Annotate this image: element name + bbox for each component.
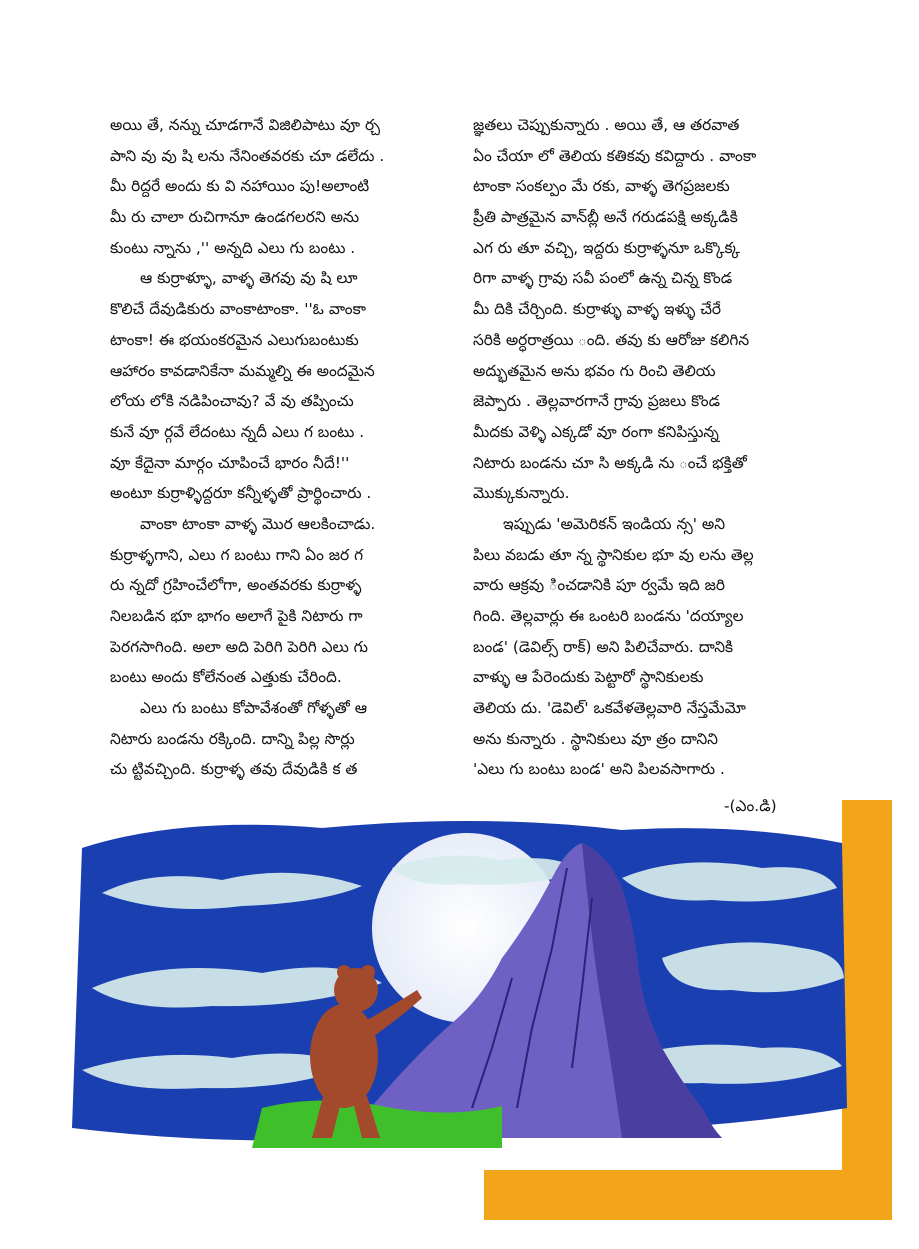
text-line: కొలిచే దేవుడికురు వాంకాటాంకా. ''ఓ వాంకా (110, 300, 366, 319)
text-line: ఎగ రు తూ వచ్చి, ఇద్దరు కుర్రాళ్ళనూ ఒక్కొక్క (473, 238, 740, 257)
text-line: ఎలు గు బంటు కోపావేశంతో గోళ్ళతో ఆ (140, 699, 368, 718)
text-line: మీ దికి చేర్చింది. కుర్రాళ్ళు వాళ్ళ ఇళ్ళు చేరే (473, 300, 722, 319)
text-line: మీ రు చాలా రుచిగానూ ఉండగలరని అను (110, 208, 360, 227)
text-line: వారు ఆక్రవు ించడానికి పూ ర్వమే ఇది జరి (473, 576, 725, 595)
text-line: నిటారు బండను చూ సి అక్కడి ను ంచే భక్తితో (473, 453, 747, 472)
text-line: నిలబడిన భూ భాగం అలాగే పైకి నిటారు గా (110, 607, 363, 625)
text-line: 'ఎలు గు బంటు బండ' అని పిలవసాగారు . (473, 760, 725, 779)
text-line: కునే వూ ర్గవే లేదంటు న్నదీ ఎలు గ బంటు . (110, 422, 365, 441)
text-line: మీ రిద్దరే అందు కు వి నహాయిం పు!అలాంటి (110, 177, 370, 196)
text-line: పిలు వబడు తూ న్న స్థానికుల భూ వు లను తెల్ల (473, 545, 754, 564)
text-line: బండ' (డెవిల్స్ రాక్) అని పిలిచేవారు. దానికి (473, 637, 734, 656)
accent-bar-horizontal (484, 1170, 892, 1220)
left-column (110, 110, 452, 785)
text-line: పాని వు వు షి లను నేనింతవరకు చూ డలేదు . (110, 146, 385, 165)
text-line: రిగా వాళ్ళ గ్రావు సవీ పంలో ఉన్న చిన్న కొండ (473, 269, 733, 288)
text-line: టాంకా! ఈ భయంకరమైన ఎలుగుబంటుకు (110, 330, 359, 349)
right-column (473, 110, 815, 785)
text-line: అంటూ కుర్రాళ్ళిద్దరూ కన్నీళ్ళతో ప్రార్థించారు . (110, 484, 372, 503)
text-line: వూ కేదైనా మార్గం చూపించే భారం నీదే!'' (110, 453, 350, 472)
text-line: మొక్కుకున్నారు. (473, 484, 570, 503)
illustration (62, 808, 852, 1170)
text-line: జ్ఞతలు చెప్పుకున్నారు . అయి తే, ఆ తరవాత (473, 116, 740, 134)
text-line: పెరగసాగింది. అలా అది పెరిగి పెరిగి ఎలు గు (110, 637, 368, 656)
text-line: వాళ్ళు ఆ పేరెందుకు పెట్టారో స్థానికులకు (473, 668, 704, 687)
text-line: లోయ లోకి నడిపించావు? వే వు తప్పించు (110, 392, 354, 411)
text-line: టాంకా సంకల్పం మే రకు, వాళ్ళ తెగప్రజలకు (473, 177, 730, 196)
text-line: అద్భుతమైన అను భవం గు రించి తెలియ (473, 361, 716, 380)
text-line: సరికి అర్ధరాత్రయి ంది. తవు కు ఆరోజు కలిగిన (473, 330, 750, 349)
text-line: అయి తే, నన్ను చూడగానే విజిలిపాటు వూ ర్చ (110, 116, 381, 134)
text-line: ఏం చేయా లో తెలియ కతికవు కవిద్దారు . వాంకా (473, 146, 757, 165)
text-line: ఆహారం కావడానికేనా మమ్మల్ని ఈ అందమైన (110, 361, 375, 380)
text-line: ఇప్పుడు 'అమెరికన్ ఇండియ న్స' అని (503, 514, 725, 533)
text-line: చు ట్టివచ్చింది. కుర్రాళ్ళ తవు దేవుడికి క త (110, 760, 358, 779)
text-line: అను కున్నారు . స్థానికులు వూ త్రం దానిని (473, 729, 718, 748)
text-line: వాంకా టాంకా వాళ్ళ మొర ఆలకించాడు. (140, 514, 376, 533)
text-line: కుర్రాళ్ళగాని, ఎలు గ బంటు గాని ఏం జర గ (110, 545, 364, 564)
author-signature: -(ఎం.డి) (724, 797, 777, 815)
text-line: మీదకు వెళ్ళి ఎక్కడో వూ రంగా కనిపిస్తున్న (473, 422, 719, 441)
text-line: తెలియ దు. 'డెవిల్' ఒకవేళతెల్లవారి నేస్తమేమో (473, 699, 746, 718)
text-line: ప్రీతి పాత్రమైన వాన్‌బ్లీ అనే గరుడపక్షి అక్కడికి (473, 208, 738, 227)
text-line: కుంటు న్నాను ,'' అన్నది ఎలు గు బంటు . (110, 238, 356, 257)
text-line: జెప్పారు . తెల్లవారగానే గ్రావు ప్రజలు కొండ (473, 392, 720, 411)
text-line: బంటు అందు కోలేనంత ఎత్తుకు చేరింది. (110, 668, 342, 687)
text-line: ఆ కుర్రాళ్ళూ, వాళ్ళ తెగవు వు షి లూ (140, 269, 358, 288)
text-line: గింది. తెల్లవార్లు ఈ ఒంటరి బండను 'దయ్యాల (473, 607, 744, 625)
text-line: నిటారు బండను రక్కింది. దాన్ని పిల్ల సొర్లు (110, 729, 355, 748)
text-line: రు న్నదో గ్రహించేలోగా, అంతవరకు కుర్రాళ్ళ (110, 576, 362, 595)
